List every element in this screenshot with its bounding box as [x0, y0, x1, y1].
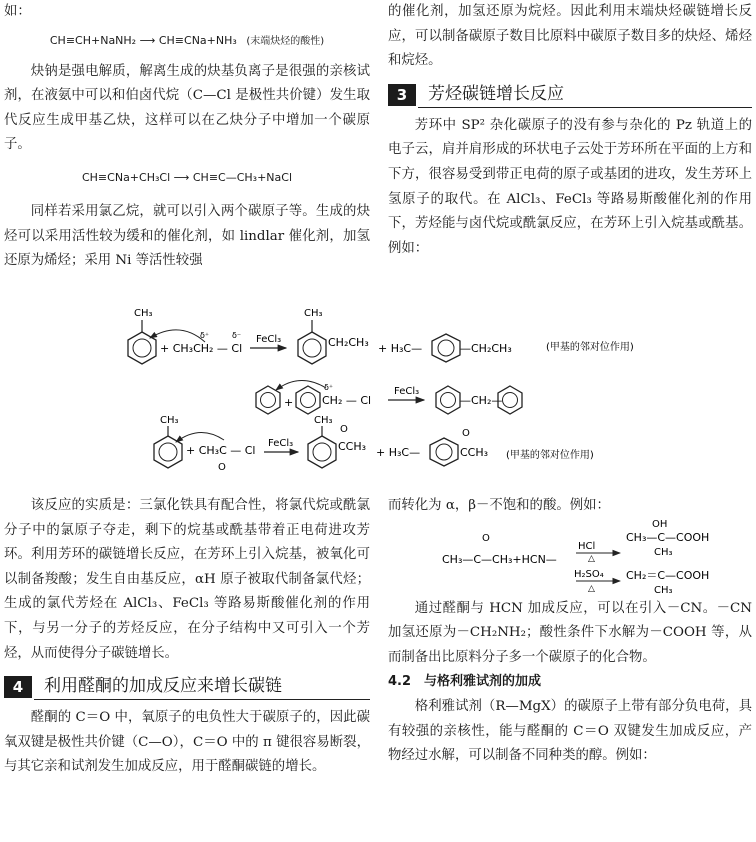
acetone-oxygen: O	[482, 532, 490, 544]
paragraph-reduction: 的催化剂，加氢还原为烷烃。因此利用末端炔烃碳链增长反应，可以制备碳原子数目比原料中碳原子数目多的炔烃、烯烃和烷烃。	[388, 4, 752, 69]
unsaturated-acid: CH₂＝C—COOH	[626, 568, 710, 582]
paragraph-grignard: 格利雅试剂（R—MgX）的碳原子上带有部分负电荷，具有较强的亲核性，能与醛酮的 C＝O 双键发生加成反应，产物经过水解，可以制备不同种类的醇。例如：	[388, 698, 752, 764]
aromatic-circle	[441, 393, 456, 408]
benzene-ring	[430, 438, 458, 466]
electron-arrow	[176, 432, 224, 442]
substitution-equation: CH≡CNa+CH₃Cl ⟶ CH≡C—CH₃+NaCl	[81, 170, 293, 184]
aromatic-circle	[438, 340, 454, 356]
catalyst-label: FeCl₃	[268, 438, 294, 449]
acetone-hcn: CH₃—C—CH₃+HCN—	[442, 552, 557, 566]
right-top-column	[388, 0, 752, 261]
intro-text: 如：	[4, 4, 31, 19]
electron-arrow	[276, 380, 326, 390]
aromatic-circle	[303, 339, 321, 357]
acetyl-chloride-reagent: + CH₃C — Cl	[186, 444, 256, 457]
paragraph-aromatic: 芳环中 SP² 杂化碳原子的没有参与杂化的 Pz 轨道上的电子云，肩并肩形成的环状电子云处于芳环所在平面的上方和下方，很容易受到带正电荷的原子或基团的进攻，发生芳环上氢原子的取代。在 AlCl₃、FeCl₃ 等路易斯酸催化剂的作用下，芳烃能与卤代烷或酰氯反应，在芳环上引入烷基或酰基。例如：	[388, 117, 752, 256]
condition-heat: △	[588, 553, 595, 564]
methyl-label: CH₃	[654, 546, 673, 558]
electron-arrow	[150, 330, 205, 342]
aromatic-circle	[301, 393, 316, 408]
subsection-title: 4.2 与格利雅试剂的加成	[388, 674, 542, 690]
benzene-ring	[432, 334, 460, 362]
methyl-label: CH₃	[304, 308, 323, 319]
aromatic-circle	[133, 339, 151, 357]
benzene-ring	[298, 332, 326, 364]
para-ethyl-substituent: —CH₂CH₃	[460, 342, 512, 355]
benzene-ring	[296, 386, 320, 414]
left-bottom-column	[4, 494, 370, 780]
hydroxy-label: OH	[652, 518, 668, 530]
section-title: 芳烃碳链增长反应	[428, 83, 564, 104]
product-2-prefix: + H₃C—	[378, 342, 423, 355]
carbonyl-oxygen: O	[340, 424, 348, 435]
ortho-para-note: (甲基的邻对位作用)	[546, 342, 634, 353]
catalyst-label: FeCl₃	[256, 334, 282, 345]
right-bottom-column	[388, 494, 752, 769]
methyl-label: CH₃	[654, 584, 673, 596]
hydroxy-acid: CH₃—C—COOH	[626, 530, 710, 544]
acetylene-equation: CH≡CH+NaNH₂ ⟶ CH≡CNa+NH₃ (末端炔烃的酸性)	[49, 33, 325, 47]
acetyl-substituent: CCH₃	[338, 440, 367, 453]
friedel-crafts-scheme	[0, 302, 756, 472]
section-number-badge: 3	[388, 84, 416, 106]
aromatic-circle	[503, 393, 518, 408]
aromatic-circle	[159, 443, 177, 461]
condition-hcl: HCl	[578, 540, 596, 552]
section-4-header	[4, 672, 370, 702]
ortho-para-note: (甲基的邻对位作用)	[506, 450, 594, 461]
reagent-ethyl-chloride: + CH₃CH₂ — Cl	[160, 342, 243, 355]
hcn-addition-equation	[388, 519, 752, 597]
benzene-ring	[436, 386, 460, 414]
reaction-row-3	[154, 415, 594, 472]
plus-sign: +	[284, 396, 294, 409]
methyl-label: CH₃	[160, 415, 179, 426]
carbonyl-oxygen: O	[462, 428, 470, 439]
left-top-column	[4, 0, 370, 274]
aromatic-circle	[261, 393, 276, 408]
benzene-ring	[308, 436, 336, 468]
methyl-label: CH₃	[134, 308, 153, 319]
section-title: 利用醛酮的加成反应来增长碳链	[44, 676, 282, 697]
paragraph-unsaturated-acid: 而转化为 α，β－不饱和的酸。例如：	[388, 498, 610, 513]
reaction-row-2	[256, 380, 522, 414]
catalyst-label: FeCl₃	[394, 386, 420, 397]
section-3-header	[388, 80, 752, 110]
paragraph-sodium-acetylide: 炔钠是强电解质，解离生成的炔基负离子是很强的亲核试剂，在液氨中可以和伯卤代烷（C—Cl 是极性共价键）发生取代反应生成甲基乙炔，这样可以在乙炔分子中增加一个碳原子。	[4, 63, 370, 153]
paragraph-hcn: 通过醛酮与 HCN 加成反应，可以在引入－CN。－CN 加氢还原为－CH₂NH₂；酸性条件下水解为－COOH 等，从而制备出比原料分子多一个碳原子的化合物。	[388, 600, 752, 665]
para-acetyl-substituent: CCH₃	[460, 446, 489, 459]
section-rule	[418, 107, 752, 108]
methyl-label: CH₃	[314, 415, 333, 426]
paragraph-carbonyl: 醛酮的 C＝O 中，氧原子的电负性大于碳原子的，因此碳氧双键是极性共价键（C—O），C＝O 中的 π 键很容易断裂，与其它亲和试剂发生加成反应，用于醛酮碳链的增长。	[4, 710, 370, 775]
condition-heat: △	[588, 583, 595, 594]
condition-sulfuric: H₂SO₄	[574, 568, 604, 580]
aromatic-circle	[436, 444, 452, 460]
methylene-link: —CH₂—	[460, 394, 503, 407]
product-2-prefix: + H₃C—	[376, 446, 421, 459]
section-rule	[34, 699, 370, 700]
ethyl-substituent: CH₂CH₃	[328, 336, 369, 349]
paragraph-chloroethane: 同样若采用氯乙烷，就可以引入两个碳原子等。生成的炔烃可以采用活性较为缓和的催化剂，如 lindlar 催化剂，加氢还原为烯烃；采用 Ni 等活性较强	[4, 203, 370, 269]
benzyl-chloride-reagent: CH₂ — Cl	[322, 394, 372, 407]
carbonyl-oxygen: O	[218, 462, 226, 472]
delta-plus-label: δ⁺	[200, 331, 210, 340]
reaction-row-1	[128, 308, 634, 364]
section-number-badge: 4	[4, 676, 32, 698]
paragraph-mechanism: 该反应的实质是：三氯化铁具有配合性，将氯代烷或酰氯分子中的氯原子夺走，剩下的烷基或酰基带着正电荷进攻芳环。利用芳环的碳链增长反应，在芳环上引入烷基，被氧化可以制备羧酸；发生自由基反应，αH 原子被取代制备氯代烃；生成的氯代芳烃在 AlCl₃、FeCl₃ 等路易斯酸催化剂的作用下，与另一分子的芳烃反应，在分子结构中又可引入一个芳烃，从而使得分子碳链增长。	[4, 498, 370, 661]
delta-minus-label: δ⁻	[232, 331, 242, 340]
aromatic-circle	[313, 443, 331, 461]
delta-plus-label: δ⁺	[324, 383, 334, 392]
